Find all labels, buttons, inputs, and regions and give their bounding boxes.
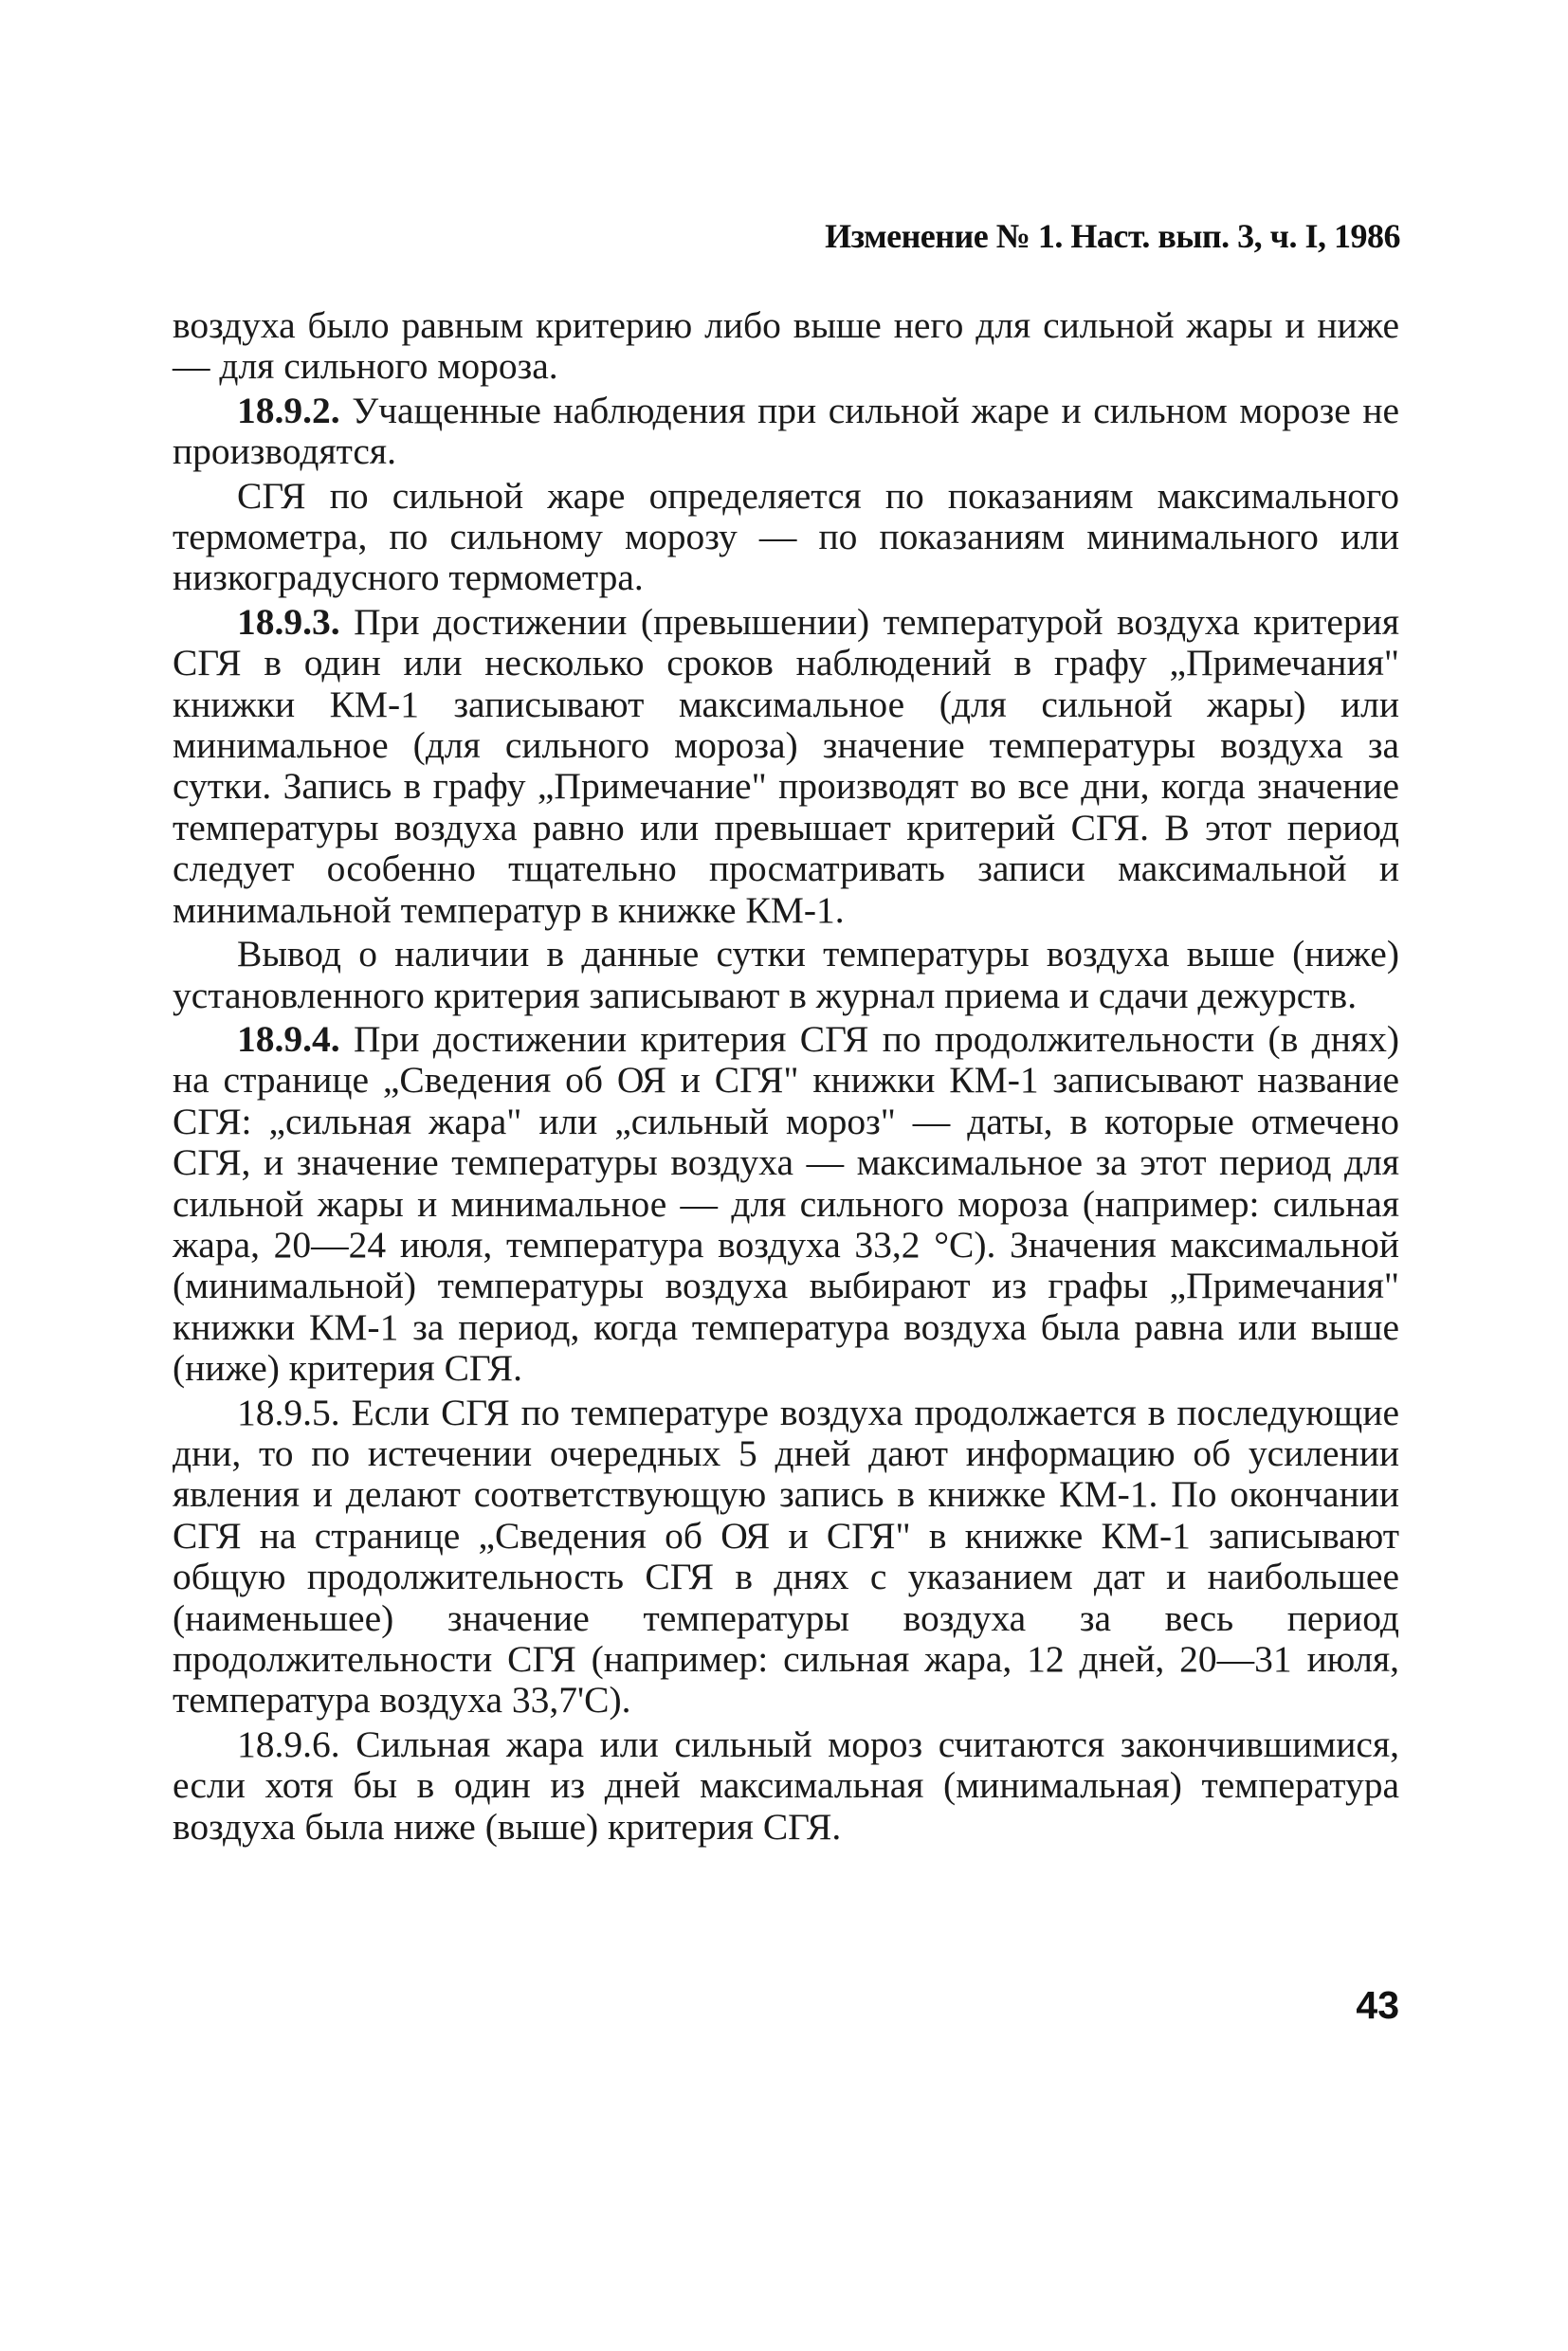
paragraph-text: При достижении (превышении) температурой воздуха критерия СГЯ в один или несколько сроков наблюдений в графу „Примечания" книжки КМ-1 записывают максимальное (для сильной жары) или минимальное (для сильного мороза) значение температуры воздуха за сутки. Запись в графу „Примечание" производят во все дни, когда значение температуры воздуха равно или превышает критерий СГЯ. В этот период следует особенно тщательно просматривать записи максимальной и минимальной температур в книжке КМ-1. xyxy=(173,600,1399,931)
paragraph-text: Если СГЯ по температуре воздуха продолжается в последующие дни, то по истечении очередных 5 дней дают информацию об усилении явления и делают соответствующую запись в книжке КМ-1. По окончании СГЯ на странице „Сведения об ОЯ и СГЯ" в книжке КМ-1 записывают общую продолжительность СГЯ в днях с указанием дат и наибольшее (наименьшее) значение температуры воздуха за весь период продолжительности СГЯ (например: сильная жара, 12 дней, 20—31 июля, температура воздуха 33,7'С). xyxy=(173,1391,1399,1722)
paragraph-continuation xyxy=(173,305,1399,388)
body-text xyxy=(173,305,1399,1850)
page-number: 43 xyxy=(1356,1983,1399,2027)
running-header: Изменение № 1. Наст. вып. 3, ч. I, 1986 xyxy=(825,217,1400,255)
paragraph-18-9-3 xyxy=(173,602,1399,931)
paragraph-text: Вывод о наличии в данные сутки температуры воздуха выше (ниже) установленного критерия записывают в журнал приема и сдачи дежурств. xyxy=(173,933,1399,1016)
paragraph-number: 18.9.2. xyxy=(237,389,340,431)
paragraph-text: Учащенные наблюдения при сильной жаре и сильном морозе не производятся. xyxy=(173,389,1399,473)
paragraph-sgya-definition xyxy=(173,476,1399,599)
paragraph-18-9-6 xyxy=(173,1724,1399,1848)
paragraph-conclusion-record xyxy=(173,934,1399,1016)
paragraph-text: При достижении критерия СГЯ по продолжительности (в днях) на странице „Сведения об ОЯ и СГЯ" книжки КМ-1 записывают название СГЯ: „сильная жара" или „сильный мороз" — даты, в которые отмечено СГЯ, и значение температуры воздуха — максимальное за этот период для сильной жары и минимальное — для сильного мороза (например: сильная жара, 20—24 июля, температура воздуха 33,2 °С). Значения максимальной (минимальной) температуры воздуха выбирают из графы „Примечания" книжки КМ-1 за период, когда температура воздуха была равна или выше (ниже) критерия СГЯ. xyxy=(173,1017,1399,1390)
paragraph-text: воздуха было равным критерию либо выше него для сильной жары и ниже — для сильного мороза. xyxy=(173,304,1399,388)
paragraph-text: Сильная жара или сильный мороз считаются закончившимися, если хотя бы в один из дней максимальная (минимальная) температура воздуха была ниже (выше) критерия СГЯ. xyxy=(173,1722,1399,1848)
paragraph-18-9-4 xyxy=(173,1019,1399,1390)
paragraph-number: 18.9.4. xyxy=(237,1017,340,1060)
paragraph-18-9-5 xyxy=(173,1393,1399,1722)
paragraph-number: 18.9.5. xyxy=(237,1391,340,1433)
paragraph-number: 18.9.6. xyxy=(237,1722,340,1765)
paragraph-number: 18.9.3. xyxy=(237,600,340,643)
paragraph-18-9-2 xyxy=(173,391,1399,473)
paragraph-text: СГЯ по сильной жаре определяется по показаниям максимального термометра, по сильному морозу — по показаниям минимального или низкоградусного термометра. xyxy=(173,474,1399,599)
